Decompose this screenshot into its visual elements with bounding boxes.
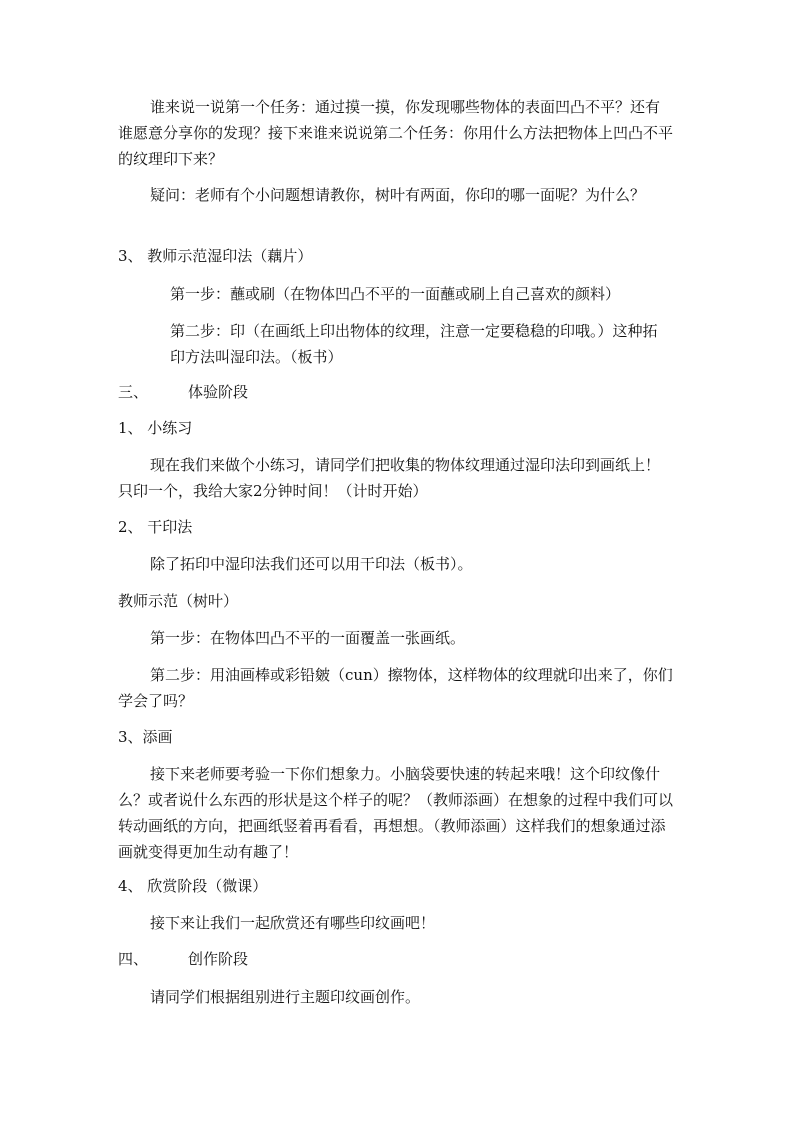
heading-practice: 1、 小练习	[118, 419, 193, 437]
step-two-dry: 第二步：用油画棒或彩铅皴（cun）擦物体，这样物体的纹理就印出来了，你们学会了吗？	[118, 666, 673, 710]
section-four-title: 创作阶段	[188, 950, 249, 968]
paragraph-appreciate: 接下来让我们一起欣赏还有哪些印纹画吧！	[150, 914, 436, 932]
section-four-heading	[118, 946, 674, 972]
section-four-number: 四、	[118, 950, 149, 968]
step-two-wet: 第二步：印（在画纸上印出物体的纹理，注意一定要稳稳的印哦。）这种拓印方法叫湿印法。（板书）	[170, 322, 658, 366]
section-three-heading	[118, 379, 674, 405]
heading-wet-print-demo: 3、 教师示范湿印法（藕片）	[118, 247, 313, 265]
heading-dry-print: 2、 干印法	[118, 518, 193, 536]
heading-appreciate: 4、 欣赏阶段（微课）	[118, 877, 268, 895]
paragraph-question: 疑问：老师有个小问题想请教你，树叶有两面，你印的哪一面呢？为什么？	[150, 186, 646, 204]
paragraph-dry-print: 除了拓印中湿印法我们还可以用干印法（板书）。	[150, 555, 473, 573]
heading-add-drawing: 3、添画	[118, 728, 173, 746]
step-one-dry: 第一步：在物体凹凸不平的一面覆盖一张画纸。	[150, 629, 466, 647]
heading-teacher-demo: 教师示范（树叶）	[118, 592, 239, 610]
paragraph-task-review: 谁来说一说第一个任务：通过摸一摸，你发现哪些物体的表面凹凸不平？还有谁愿意分享你的发现？接下来谁来说说第二个任务：你用什么方法把物体上凹凸不平的纹理印下来？	[118, 98, 674, 168]
paragraph-create: 请同学们根据组别进行主题印纹画创作。	[150, 988, 421, 1006]
step-one-wet: 第一步：蘸或刷（在物体凹凸不平的一面蘸或刷上自己喜欢的颜料）	[170, 285, 621, 303]
paragraph-add-drawing: 接下来老师要考验一下你们想象力。小脑袋要快速的转起来哦！这个印纹像什么？或者说什么东西的形状是这个样子的呢？（教师添画）在想象的过程中我们可以转动画纸的方向，把画纸竖着再看看，再想想。（教师添画）这样我们的想象通过添画就变得更加生动有趣了！	[118, 765, 674, 861]
paragraph-practice: 现在我们来做个小练习，请同学们把收集的物体纹理通过湿印法印到画纸上！只印一个，我给大家2分钟时间！（计时开始）	[118, 456, 661, 500]
section-three-title: 体验阶段	[188, 383, 249, 401]
section-three-number: 三、	[118, 383, 149, 401]
